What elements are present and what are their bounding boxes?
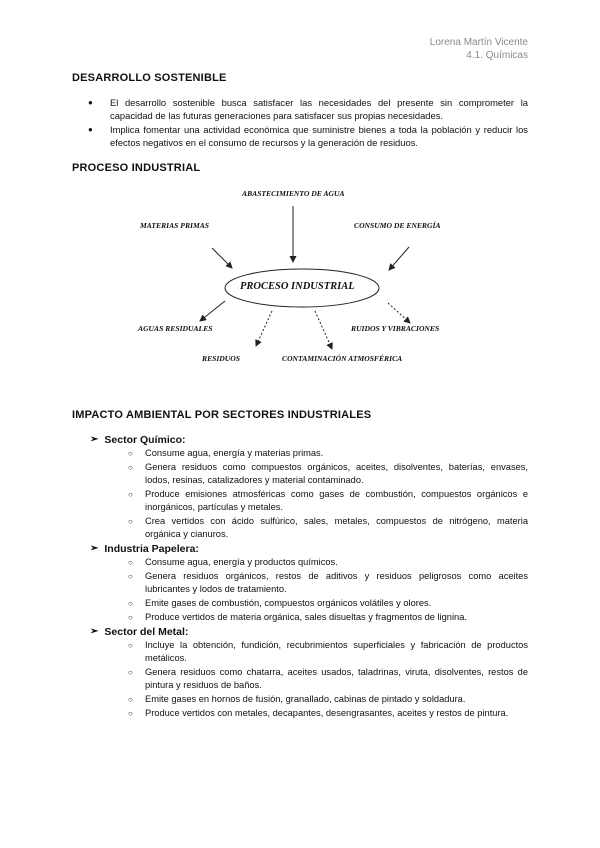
list-item: ● Implica fomentar una actividad económica que suministre bienes a toda la población y reducir los efectos negativos en el consumo de recursos y la generación de residuos. (72, 123, 528, 149)
section-title-desarrollo: DESARROLLO SOSTENIBLE (72, 72, 227, 84)
arrow-left-in (212, 248, 232, 268)
label-aguas-residuales: AGUAS RESIDUALES (138, 324, 213, 333)
section-title-impacto: IMPACTO AMBIENTAL POR SECTORES INDUSTRIALES (72, 409, 372, 421)
list-item: ○ Emite gases en hornos de fusión, granallado, cabinas de pintado y soldadura. (90, 693, 528, 706)
label-abastecimiento: ABASTECIMIENTO DE AGUA (242, 189, 345, 198)
sector-metal (90, 625, 528, 720)
sector-quimico (90, 433, 528, 541)
sector-papelera (90, 542, 528, 624)
desarrollo-list (72, 96, 528, 149)
arrow-left-out (200, 301, 225, 321)
diagram-arrows (72, 184, 528, 409)
arrowhead-bullet-icon: ➢ (90, 626, 99, 637)
list-item: ○ Consume agua, energía y materias primas. (90, 447, 528, 460)
list-item: ○ Produce emisiones atmosféricas como gases de combustión, compuestos orgánicos e inorgánicos, partículas y metales. (90, 488, 528, 514)
arrow-bottom-right-out (315, 311, 332, 349)
list-item: ○ Incluye la obtención, fundición, recubrimientos superficiales y fabricación de productos metálicos. (90, 639, 528, 665)
sector-items (90, 447, 528, 541)
sector-title: Industria Papelera: (104, 543, 199, 555)
list-item: ● El desarrollo sostenible busca satisfacer las necesidades del presente sin comprometer la capacidad de las futuras generaciones para satisfacer sus propias necesidades. (72, 96, 528, 122)
list-item: ○ Produce vertidos de materia orgánica, sales disueltas y fragmentos de lignina. (90, 611, 528, 624)
label-residuos: RESIDUOS (202, 354, 240, 363)
arrow-bottom-left-out (256, 311, 272, 346)
sector-items (90, 639, 528, 720)
arrowhead-bullet-icon: ➢ (90, 434, 99, 445)
list-item: ○ Genera residuos como chatarra, aceites usados, taladrinas, viruta, disolventes, restos de pintura y residuos de baños. (90, 666, 528, 692)
list-item: ○ Consume agua, energía y productos químicos. (90, 556, 528, 569)
list-item: ○ Crea vertidos con ácido sulfúrico, sales, metales, compuestos de nitrógeno, materia orgánica y cianuros. (90, 515, 528, 541)
page-header (430, 36, 528, 62)
sector-items (90, 556, 528, 624)
author-name: Lorena Martín Vicente (429, 37, 528, 48)
label-ruidos-vibraciones: RUIDOS Y VIBRACIONES (351, 324, 440, 333)
section-title-proceso: PROCESO INDUSTRIAL (72, 162, 201, 174)
list-item: ○ Emite gases de combustión, compuestos orgánicos volátiles y olores. (90, 597, 528, 610)
arrowhead-bullet-icon: ➢ (90, 543, 99, 554)
arrow-right-in (389, 247, 409, 270)
list-item: ○ Genera residuos orgánicos, restos de aditivos y residuos peligrosos como aceites lubricantes y lodos de tratamiento. (90, 570, 528, 596)
label-contaminacion: CONTAMINACIÓN ATMOSFÉRICA (282, 354, 403, 363)
process-diagram (72, 184, 528, 409)
sector-title: Sector del Metal: (104, 626, 189, 638)
list-item: ○ Produce vertidos con metales, decapantes, desengrasantes, aceites y restos de pintura. (90, 707, 528, 720)
subject-label: 4.1. Químicas (466, 50, 528, 61)
arrow-right-out (388, 303, 410, 323)
list-item: ○ Genera residuos como compuestos orgánicos, aceites, disolventes, baterías, envases, lodos, resinas, catalizadores y material contaminado. (90, 461, 528, 487)
label-proceso-central: PROCESO INDUSTRIAL (240, 281, 355, 292)
document-body (72, 72, 528, 721)
sector-title: Sector Químico: (104, 434, 186, 446)
label-materias-primas: MATERIAS PRIMAS (140, 221, 210, 230)
label-consumo-energia: CONSUMO DE ENERGÍA (354, 221, 441, 230)
